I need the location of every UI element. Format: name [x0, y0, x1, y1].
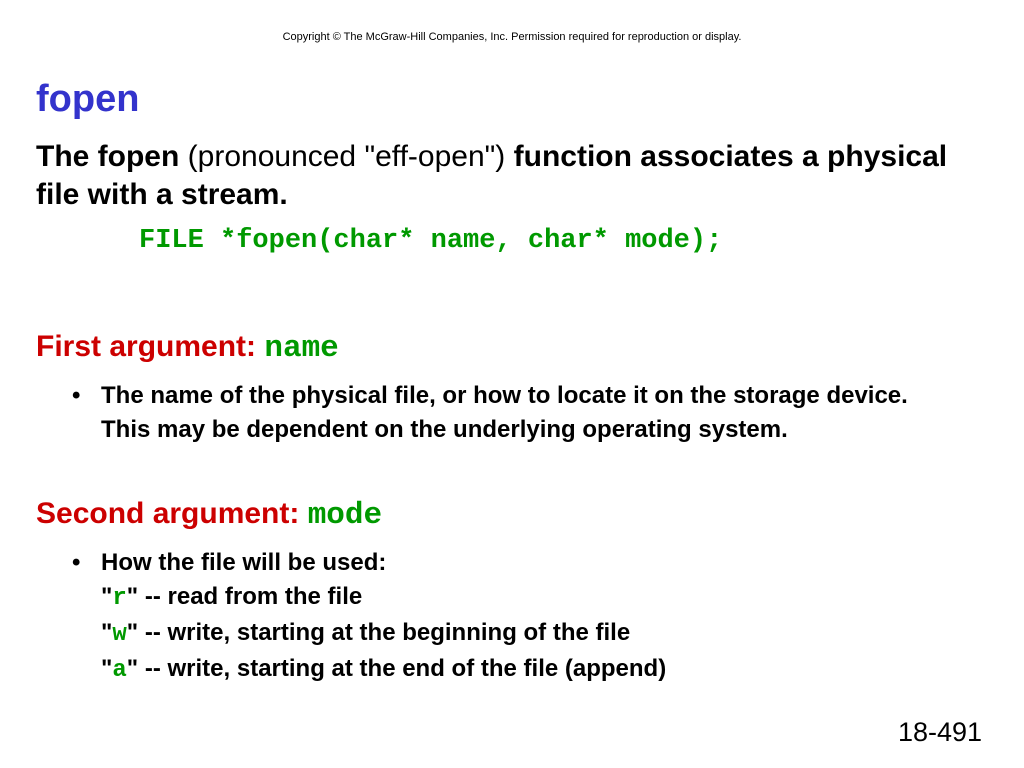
mode-open-quote: "	[101, 655, 113, 682]
mode-open-quote: "	[101, 583, 113, 610]
slide-title: fopen	[36, 78, 140, 120]
mode-code-r: r	[112, 585, 127, 612]
first-argument-description: The name of the physical file, or how to locate it on the storage device. This may be dependent on the underlying operating system.	[101, 382, 908, 443]
first-argument-heading	[36, 330, 339, 366]
mode-code-w: w	[112, 621, 127, 648]
intro-text-pronunciation: (pronounced "eff-open")	[179, 140, 514, 173]
first-argument-label: First argument:	[36, 330, 265, 363]
mode-intro: How the file will be used:	[101, 549, 387, 576]
mode-desc-a: -- write, starting at the end of the file (append)	[138, 655, 667, 682]
bullet-symbol: •	[72, 382, 81, 409]
intro-text-bold-2: function associates a physical file with a stream.	[36, 140, 948, 211]
mode-close-quote: "	[126, 619, 139, 646]
copyright-notice: Copyright © The McGraw-Hill Companies, Inc. Permission required for reproduction or display.	[282, 31, 742, 43]
first-argument-bullet	[72, 379, 952, 447]
intro-text-bold-1: The fopen	[36, 140, 180, 173]
second-argument-label: Second argument:	[36, 497, 308, 530]
second-argument-description	[101, 546, 952, 688]
page-number: 18-491	[898, 717, 983, 747]
mode-item-a	[101, 652, 952, 688]
second-argument-code: mode	[307, 498, 383, 533]
mode-close-quote: "	[126, 583, 139, 610]
mode-close-quote: "	[126, 655, 139, 682]
mode-open-quote: "	[101, 619, 113, 646]
mode-desc-w: -- write, starting at the beginning of the file	[138, 619, 631, 646]
mode-item-w	[101, 616, 952, 652]
bullet-symbol: •	[72, 549, 81, 576]
mode-desc-r: -- read from the file	[138, 583, 363, 610]
fopen-signature: FILE *fopen(char* name, char* mode);	[139, 226, 723, 256]
mode-item-r	[101, 580, 952, 616]
second-argument-bullet	[72, 546, 952, 688]
second-argument-heading	[36, 497, 382, 533]
mode-code-a: a	[112, 657, 127, 684]
first-argument-code: name	[264, 331, 339, 366]
intro-paragraph	[36, 138, 996, 214]
